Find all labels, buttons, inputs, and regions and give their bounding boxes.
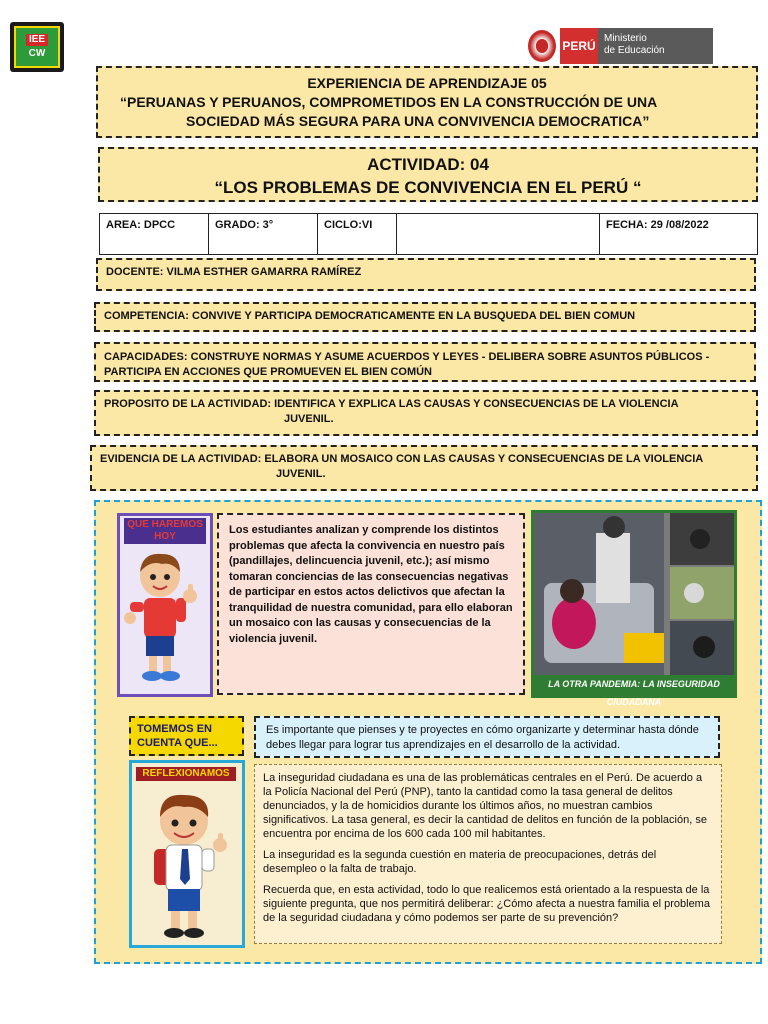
school-logo-top: IEE (26, 34, 48, 46)
capacidades-box (94, 342, 756, 382)
tomemos-text: Es importante que pienses y te proyectes en cómo organizarte y determinar hasta dónde debes llegar para lograr tus aprendizajes en el desarrollo de la actividad. (254, 716, 720, 758)
experience-box (96, 66, 758, 138)
crime-scene-photo-icon (534, 513, 734, 675)
activity-label: ACTIVIDAD: 04 (367, 155, 489, 174)
grado-cell: GRADO: 3° (209, 214, 318, 255)
docente-box: DOCENTE: VILMA ESTHER GAMARRA RAMÍREZ (96, 258, 756, 291)
reflexionamos-title: REFLEXIONAMOS (136, 767, 236, 781)
peru-shield-icon (528, 30, 556, 62)
experience-title-line-1: “PERUANAS Y PERUANOS, COMPROMETIDOS EN LA CONSTRUCCIÓN DE UNA (120, 94, 658, 110)
reflexionamos-text (254, 764, 722, 944)
evidencia-line-1: EVIDENCIA DE LA ACTIVIDAD: ELABORA UN MOSAICO CON LAS CAUSAS Y CONSECUENCIAS DE LA VIOLENCIA (100, 453, 704, 465)
que-haremos-title: QUE HAREMOS HOY (124, 518, 206, 544)
que-haremos-text: Los estudiantes analizan y comprende los distintos problemas que afecta la convivencia en nuestro país (pandillajes, delincuencia juvenil, etc.); así mismo tomaran conciencias de las consecuencias negativas de participar en estos actos delictivos que afectan la tranquilidad de nuestra comunidad, para ello elaboran un mosaico con las causas y consecuencias de la violencia juvenil. (217, 513, 525, 695)
photo-caption: LA OTRA PANDEMIA: LA INSEGURIDAD CIUDADANA (548, 679, 720, 707)
peru-label: PERÚ (560, 28, 598, 64)
ministry-label (598, 28, 713, 64)
fecha-cell: FECHA: 29 /08/2022 (600, 214, 758, 255)
evidencia-box (90, 445, 758, 491)
activity-box (98, 147, 758, 202)
reflexionamos-paragraph-3: Recuerda que, en esta actividad, todo lo que realicemos está orientado a la respuesta de la siguiente pregunta, que nos permitirá deliberar: ¿Cómo afecta a nuestra familia el problema de la seguridad ciudadana y cómo podemos ser parte de su prevención? (263, 884, 710, 924)
reflexionamos-paragraph-2: La inseguridad es la segunda cuestión en materia de preocupaciones, detrás del desempleo o la falta de trabajo. (263, 849, 657, 875)
competencia-box: COMPETENCIA: CONVIVE Y PARTICIPA DEMOCRATICAMENTE EN LA BUSQUEDA DEL BIEN COMUN (94, 302, 756, 332)
reflexionamos-paragraph-1: La inseguridad ciudadana es una de las problemáticas centrales en el Perú. De acuerdo a la Policía Nacional del Perú (PNP), tanto la cantidad como la tasa general de delitos denunciados, y la de homicidios durante los últimos años, no muestran cambios significativos. La tasa general, es decir la cantidad de delitos en función de la población, se encuentra por encima de los 600 cada 100 mil habitantes. (263, 772, 707, 840)
tomemos-label: TOMEMOS EN CUENTA QUE... (129, 716, 244, 756)
area-cell: AREA: DPCC (100, 214, 209, 255)
ministry-logo (528, 28, 713, 64)
activity-title: “LOS PROBLEMAS DE CONVIVENCIA EN EL PERÚ “ (214, 178, 642, 197)
school-logo (10, 22, 64, 72)
schoolboy-illustration (132, 783, 242, 945)
ministry-line-2: de Educación (604, 45, 665, 56)
proposito-line-2: JUVENIL. (284, 413, 334, 425)
proposito-box (94, 390, 758, 436)
capacidades-line-1: CAPACIDADES: CONSTRUYE NORMAS Y ASUME ACUERDOS Y LEYES - DELIBERA SOBRE ASUNTOS PÚBLICOS - (104, 351, 710, 363)
experience-label: EXPERIENCIA DE APRENDIZAJE 05 (307, 75, 547, 91)
thumbs-up-boy-illustration (120, 544, 210, 694)
ciclo-cell: CICLO:VI (318, 214, 397, 255)
ministry-line-1: Ministerio (604, 33, 647, 44)
blank-cell (397, 214, 600, 255)
capacidades-line-2: PARTICIPA EN ACCIONES QUE PROMUEVEN EL BIEN COMÚN (104, 366, 432, 378)
proposito-line-1: PROPOSITO DE LA ACTIVIDAD: IDENTIFICA Y EXPLICA LAS CAUSAS Y CONSECUENCIAS DE LA VIOLENCIA (104, 398, 679, 410)
que-haremos-card (117, 513, 213, 697)
insecurity-photo (531, 510, 737, 707)
insecurity-photo-image (534, 513, 734, 675)
experience-title-line-2: SOCIEDAD MÁS SEGURA PARA UNA CONVIVENCIA DEMOCRATICA” (186, 113, 650, 129)
school-logo-bottom: CW (28, 48, 46, 59)
evidencia-line-2: JUVENIL. (276, 468, 326, 480)
info-table (99, 213, 758, 255)
reflexionamos-card (129, 760, 245, 948)
